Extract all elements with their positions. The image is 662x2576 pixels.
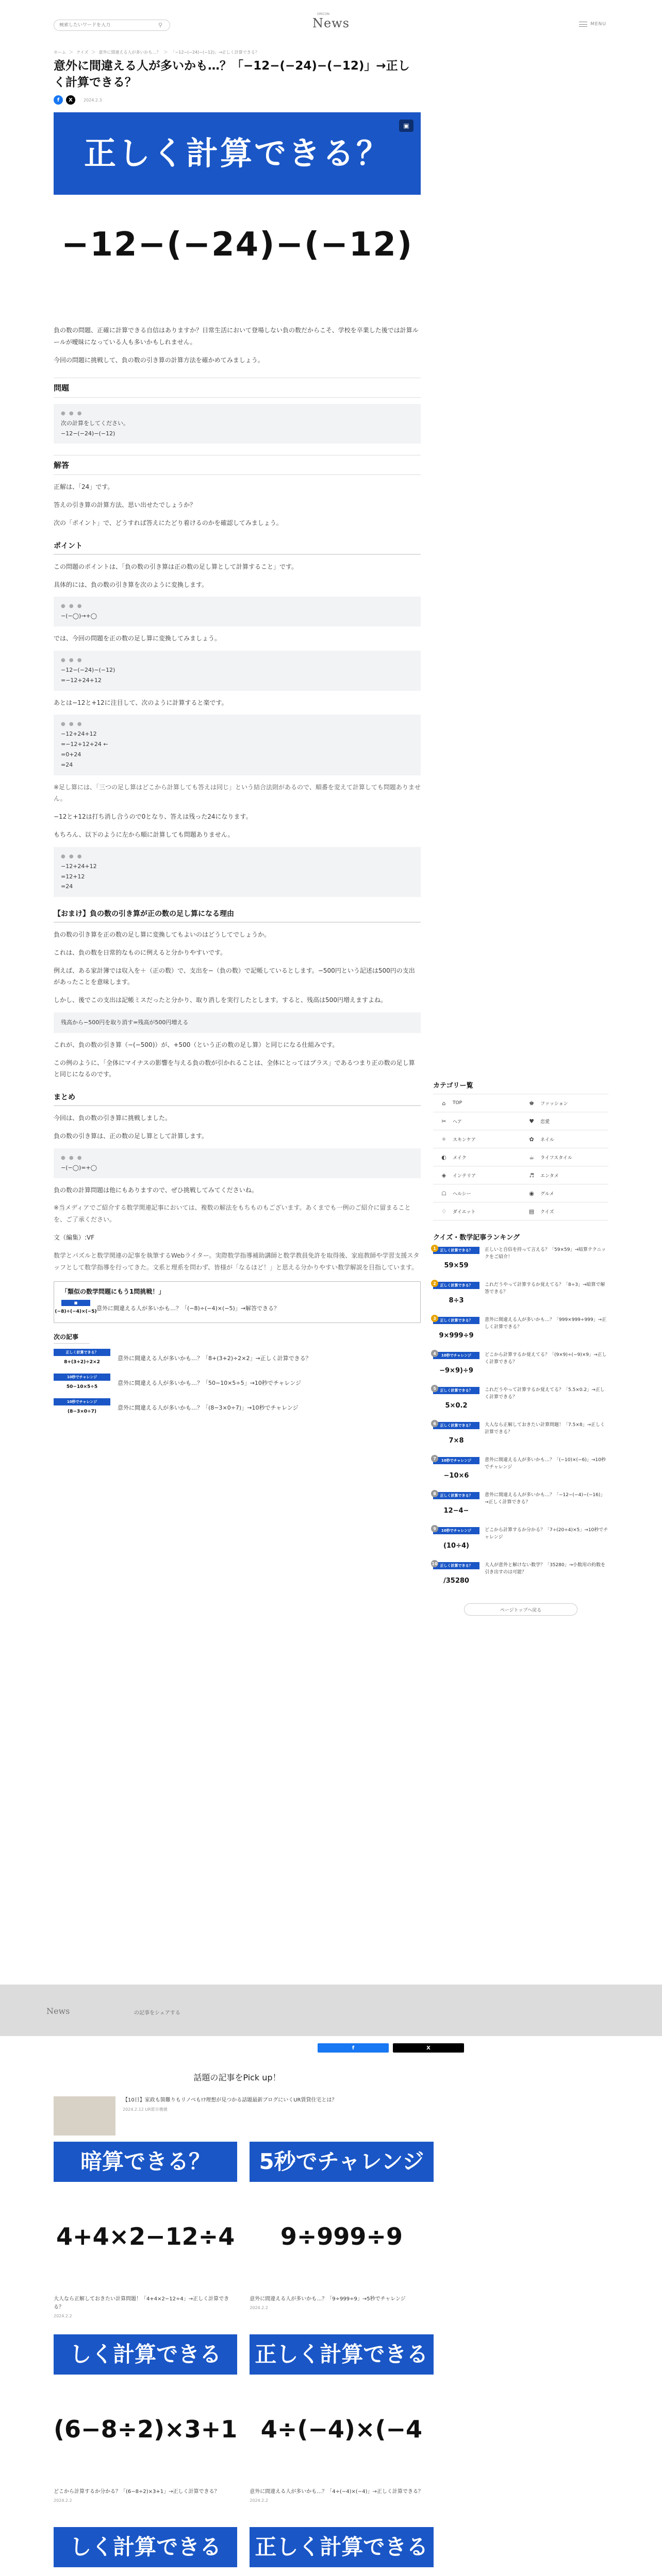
entertainment-icon: ♬: [529, 1172, 534, 1179]
hero-expression: −12−(−24)−(−12): [61, 226, 413, 264]
pickup-card-title[interactable]: どこから計算するか分かる？「(6−8÷2)×3+1」→正しく計算できる？: [54, 2489, 220, 2495]
category-label: グルメ: [540, 1191, 554, 1197]
next-article-thumbnail[interactable]: [54, 1374, 110, 1393]
category-item-11[interactable]: [521, 1184, 608, 1202]
next-article-thumbnail[interactable]: [54, 1398, 110, 1418]
category-label: ファッション: [540, 1101, 568, 1107]
pickup-card-image[interactable]: [54, 2334, 237, 2484]
category-item-2[interactable]: [433, 1112, 521, 1130]
pickup-card[interactable]: [54, 2142, 237, 2334]
category-label: スキンケア: [453, 1137, 476, 1143]
thumb-expression: 5×0.2: [433, 1394, 479, 1417]
pickup-grid: [54, 2142, 428, 2576]
thumb-band: 正しく計算できる？: [433, 1387, 479, 1394]
answer-paragraph: 答えの引き算の計算方法、思い出せたでしょうか？: [54, 501, 196, 509]
thumb-band: 正しく計算できる？: [433, 1282, 479, 1289]
ranking-thumbnail[interactable]: [433, 1492, 479, 1522]
reason-paragraph: これが、負の数の引き算（−(−500)）が、+500（という正の数の足し算）と同じになる仕組みです。: [54, 1041, 339, 1048]
hero-banner: [54, 112, 421, 195]
ranking-item[interactable]: [433, 1527, 608, 1559]
breadcrumb-current: 「−12−(−24)−(−12)」→正しく計算できる？: [171, 50, 259, 55]
pickup-card-band: 正しく計算できる: [250, 2334, 433, 2375]
pickup-card-band: 正しく計算できる: [250, 2527, 433, 2567]
pickup-card[interactable]: [250, 2527, 433, 2576]
share-logo: News: [46, 2006, 70, 2016]
reason-paragraph: 例えば、ある家計簿では収入を＋（正の数）で、支出を−（負の数）で記帳しているとします。−500円という記述は500円の支出があったことを意味します。: [54, 967, 415, 986]
thumb-band: 正しく計算できる？: [54, 1349, 110, 1356]
ranking-thumbnail[interactable]: [433, 1282, 479, 1312]
thumb-band: 正しく計算できる？: [433, 1492, 479, 1499]
makeup-icon: ◐: [441, 1154, 446, 1161]
thumb-band: 10秒でチャレンジ: [433, 1457, 479, 1464]
ranking-thumbnail[interactable]: [433, 1317, 479, 1347]
article-meta: [54, 95, 421, 105]
summary-paragraph: 負の数の計算問題は他にもありますので、ぜひ挑戦してみてくださいね。: [54, 1186, 258, 1194]
category-label: クイズ: [540, 1209, 554, 1215]
category-label: 恋愛: [540, 1119, 550, 1125]
pickup-card-band: 5秒でチャレンジ: [250, 2142, 433, 2182]
thumb-band: 10秒でチャレンジ: [433, 1527, 479, 1534]
author-name: 文（編集）:VF: [54, 1234, 95, 1242]
pickup-card-image[interactable]: [250, 2142, 433, 2291]
summary-note: ※当メディアでご紹介する数学関連記事においては、複数の解法をもちものもございます。あくまでも一例のご紹介に留まることを、ご了承ください。: [54, 1204, 411, 1224]
ranking-link[interactable]: どこから計算するか覚えてる？「(9×9)÷(−9)×9」→正しく計算できる？: [485, 1352, 607, 1365]
category-item-8[interactable]: [433, 1166, 521, 1184]
ranking-link[interactable]: 意外に間違える人が多いかも…？「999×999÷999」→正しく計算できる？: [485, 1317, 607, 1330]
pickup-card-image[interactable]: [250, 2527, 433, 2576]
intro-paragraph: 今回の問題に挑戦して、負の数の引き算の計算方法を確かめてみましょう。: [54, 356, 264, 364]
point-paragraph: もちろん、以下のように左から順に計算しても問題ありません。: [54, 831, 234, 838]
love-icon: ♥: [529, 1117, 534, 1125]
ranking-item[interactable]: [433, 1247, 608, 1279]
pickup-card-image[interactable]: [250, 2334, 433, 2484]
breadcrumb-separator: ＞: [163, 50, 168, 55]
code-line: −12−(−24)−(−12): [61, 430, 115, 437]
category-item-6[interactable]: [433, 1148, 521, 1166]
search-input[interactable]: [59, 23, 158, 28]
ranking-item[interactable]: [433, 1422, 608, 1454]
site-header: [0, 0, 662, 47]
rank-number-badge: 7: [431, 1455, 438, 1462]
thumb-band: 10秒でチャレンジ: [54, 1374, 110, 1381]
category-item-13[interactable]: [521, 1202, 608, 1221]
code-dots: ● ● ●: [61, 721, 83, 727]
next-articles-label: 次の記事: [54, 1332, 90, 1344]
related-quiz-row[interactable]: [55, 1300, 413, 1317]
skincare-icon: ✧: [441, 1136, 446, 1143]
ranking-item[interactable]: [433, 1387, 608, 1419]
hair-icon: ✂: [441, 1117, 446, 1125]
thumb-band: 正しく計算できる？: [433, 1562, 479, 1569]
diet-icon: ♢: [441, 1208, 446, 1215]
category-item-12[interactable]: [433, 1202, 521, 1221]
thumb-expression: 8+(3+2)÷2×2: [54, 1356, 110, 1368]
breadcrumb-separator: ＞: [69, 50, 73, 55]
reason-heading: 【おまけ】負の数の引き算が正の数の足し算になる理由: [54, 908, 421, 923]
thumb-expression: −10×6: [433, 1464, 479, 1487]
thumb-expression: 59×59: [433, 1254, 479, 1277]
thumb-band: 10秒でチャレンジ: [54, 1398, 110, 1405]
rank-number-badge: 10: [431, 1560, 438, 1567]
ranking-item[interactable]: [433, 1317, 608, 1349]
code-dots: ● ● ●: [61, 1155, 83, 1161]
category-label: ライフスタイル: [540, 1155, 572, 1161]
code-box: [54, 1012, 421, 1033]
next-article-item[interactable]: [54, 1398, 421, 1418]
code-box: [54, 651, 421, 691]
related-quiz-thumbnail[interactable]: [55, 1300, 97, 1317]
point-paragraph: では、今回の問題を正の数の足し算に変換してみましょう。: [54, 635, 221, 642]
hero-banner-text: 正しく計算できる？: [84, 134, 390, 173]
related-quiz-title: 「類似の数学問題にもう1問挑戦！」: [61, 1288, 165, 1296]
pickup-card-expression: [54, 2567, 237, 2576]
category-label: TOP: [453, 1100, 462, 1106]
pickup-card-title[interactable]: 意外に間違える人が多いかも…？「9÷999÷9」→5秒でチャレンジ: [250, 2296, 406, 2302]
category-label: ネイル: [540, 1137, 554, 1143]
code-line: =24: [61, 761, 73, 768]
ranking-thumbnail[interactable]: [433, 1387, 479, 1417]
fashion-icon: ♚: [529, 1099, 534, 1107]
category-label: インテリア: [453, 1173, 476, 1179]
thumb-expression: −9×9)÷9: [433, 1359, 479, 1382]
pickup-card-date: 2024.2.2: [54, 2314, 72, 2318]
code-line: −12+24+12: [61, 862, 97, 870]
point-paragraph: あとは−12と+12に注目して、次のように計算すると楽です。: [54, 699, 228, 706]
pickup-card-band: しく計算できる: [54, 2527, 237, 2567]
x-share-icon[interactable]: X: [66, 95, 75, 105]
ranking-item[interactable]: [433, 1352, 608, 1384]
rank-number-badge: 8: [431, 1490, 438, 1497]
code-box: [54, 597, 421, 626]
gourmet-icon: ◉: [529, 1190, 534, 1197]
category-item-7[interactable]: [521, 1148, 608, 1166]
answer-paragraph: 正解は、「24」です。: [54, 483, 114, 491]
ranking-link[interactable]: これだうやって計算するか覚えてる？「5.5×0.2」→正しく計算できる？: [485, 1387, 605, 1400]
thumb-expression: (8−3×0÷7): [54, 1405, 110, 1418]
category-item-0[interactable]: [433, 1094, 521, 1112]
pickup-card-title[interactable]: 意外に間違える人が多いかも…？「4÷(−4)×(−4)」→正しく計算できる？: [250, 2489, 423, 2495]
menu-button[interactable]: [579, 22, 606, 27]
code-line: −(−◯)→+◯: [61, 613, 97, 620]
answer-paragraph: 次の「ポイント」で、どうすれば答えにたどり着けるのかを確認してみましょう。: [54, 519, 283, 527]
article-title: 意外に間違える人が多いかも…？「−12−(−24)−(−12)」→正しく計算できる？: [54, 59, 410, 90]
thumb-band: 正しく計算できる？: [433, 1317, 479, 1324]
thumb-band: 正しく計算できる？: [433, 1247, 479, 1254]
answer-heading: 解答: [54, 455, 421, 475]
facebook-share-icon[interactable]: f: [54, 95, 63, 105]
code-line: =12+12: [61, 873, 85, 880]
summary-paragraph: 負の数の引き算は、正の数の足し算として計算します。: [54, 1132, 208, 1140]
ranking-item[interactable]: [433, 1457, 608, 1489]
top-icon: ⌂: [442, 1099, 446, 1107]
pickup-card-date: 2024.2.2: [250, 2498, 268, 2503]
related-quiz-card[interactable]: [54, 1281, 421, 1323]
breadcrumb-home[interactable]: ホーム: [54, 50, 66, 55]
category-label: ヘルシー: [453, 1191, 471, 1197]
search-box[interactable]: [54, 20, 170, 31]
pickup-lead-date: 2024.2.12 UR都市機構: [123, 2107, 168, 2112]
problem-heading: 問題: [54, 378, 421, 398]
quiz-icon: ▤: [528, 1208, 535, 1215]
ranking-link[interactable]: 意外に間違える人が多いかも…？「−12−(−4)−(−16)」→正しく計算できる？: [485, 1493, 605, 1505]
point-paragraph: この問題のポイントは、「負の数の引き算は正の数の足し算として計算すること」です。: [54, 563, 298, 570]
problem-box: [54, 404, 421, 444]
ranking-list: [433, 1247, 608, 1594]
category-item-3[interactable]: [521, 1112, 608, 1130]
hero-image: [54, 112, 421, 318]
thumb-expression: 12−4−: [433, 1499, 479, 1522]
thumb-expression: 8÷3: [433, 1289, 479, 1312]
health-icon: ☖: [441, 1190, 446, 1197]
summary-paragraph: 今回は、負の数の引き算に挑戦しました。: [54, 1114, 172, 1122]
search-icon[interactable]: ⚲: [158, 22, 163, 28]
pickup-card-expression: 4÷(−4)×(−4: [250, 2375, 433, 2484]
rank-number-badge: 6: [431, 1420, 438, 1427]
point-heading: ポイント: [54, 540, 421, 555]
code-line: −12+24+12: [61, 731, 97, 738]
category-item-1[interactable]: [521, 1094, 608, 1112]
code-line: =0+24: [61, 751, 81, 758]
ranking-link[interactable]: これだうやって計算するか覚えてる？「8÷3」→暗算で解答できる？: [485, 1282, 605, 1295]
ranking-link[interactable]: 意外に間違える人が多いかも…？「(−10)×(−6)」→10秒でチャレンジ: [485, 1458, 606, 1470]
code-line: 残高から−500円を取り消す=残高が500円増える: [61, 1019, 189, 1026]
ranking-thumbnail[interactable]: [433, 1352, 479, 1382]
code-line: 次の計算をしてください。: [61, 419, 129, 427]
x-share-button[interactable]: X: [393, 2043, 464, 2053]
ranking-item[interactable]: [433, 1492, 608, 1524]
page-top-button[interactable]: ページトップへ戻る: [464, 1603, 577, 1616]
thumb-expression: 7×8: [433, 1429, 479, 1452]
ranking-thumbnail[interactable]: [433, 1422, 479, 1452]
pickup-lead-image[interactable]: [54, 2096, 115, 2136]
rank-number-badge: 5: [431, 1385, 438, 1392]
rank-number-badge: 3: [431, 1315, 438, 1322]
point-paragraph: −12と+12は打ち消し合うので0となり、答えは残った24になります。: [54, 813, 252, 821]
category-item-4[interactable]: [433, 1130, 521, 1148]
gallery-icon[interactable]: ▣: [399, 120, 413, 132]
category-item-9[interactable]: [521, 1166, 608, 1184]
thumb-expression: (−8)÷(−4)×(−5): [61, 1306, 90, 1317]
code-line: =−12+12+24 ←: [61, 741, 108, 748]
pickup-card-expression: [250, 2567, 433, 2576]
reason-paragraph: この例のように、「全体にマイナスの影響を与える負の数が引かれることは、全体にとってはプラス」であるつまり正の数の足し算と同じになるのです。: [54, 1059, 415, 1078]
ranking-item[interactable]: [433, 1562, 608, 1594]
summary-heading: まとめ: [54, 1092, 421, 1106]
thumb-expression: 9×999÷9: [433, 1324, 479, 1347]
pickup-card-expression: 9÷999÷9: [250, 2182, 433, 2291]
ranking-link[interactable]: 大人が意外と解けない数学？「35280」→小数用の約数を引き出すのは可能？: [485, 1563, 606, 1575]
pickup-card[interactable]: [54, 2527, 237, 2576]
hamburger-icon: [579, 22, 587, 27]
next-article-thumbnail[interactable]: [54, 1349, 110, 1368]
thumb-band: 10秒でチャレンジ: [433, 1352, 479, 1359]
code-line: =24: [61, 883, 73, 890]
thumb-band: 正しく計算できる？: [433, 1422, 479, 1429]
code-dots: ● ● ●: [61, 603, 83, 609]
pickup-lead-item[interactable]: [54, 2096, 421, 2136]
thumb-expression: /35280: [433, 1569, 479, 1592]
pickup-card-band: 暗算できる？: [54, 2142, 237, 2182]
ranking-item[interactable]: [433, 1282, 608, 1314]
thumb-expression: 50−10×5÷5: [54, 1381, 110, 1393]
menu-label: MENU: [590, 22, 606, 27]
article-date: 2024.2.3: [84, 97, 102, 103]
rank-number-badge: 2: [431, 1280, 438, 1287]
breadcrumb: [54, 49, 259, 55]
ranking-thumbnail[interactable]: [433, 1247, 479, 1277]
related-quiz-link[interactable]: 意外に間違える人が多いかも…？「(−8)÷(−4)×(−5)」→解答できる？: [96, 1305, 280, 1312]
intro-paragraph: 負の数の問題、正確に計算できる自信はありますか？日常生活において登場しない負の数だからこそ、学校を卒業した後では計算ルールが曖昧になっている人も多いかもしれません。: [54, 327, 419, 346]
code-dots: ● ● ●: [61, 410, 83, 416]
breadcrumb-quiz[interactable]: クイズ: [76, 50, 89, 55]
ranking-thumbnail[interactable]: [433, 1457, 479, 1487]
category-label: メイク: [453, 1155, 467, 1161]
interior-icon: ◈: [441, 1172, 446, 1179]
code-box: [54, 715, 421, 775]
reason-paragraph: これは、負の数を日常的なものに例えると分かりやすいです。: [54, 948, 227, 956]
breadcrumb-separator: ＞: [91, 50, 96, 55]
lifestyle-icon: ☕: [529, 1154, 534, 1161]
code-line: −12−(−24)−(−12): [61, 666, 115, 673]
logo-sub: ORICON: [317, 12, 330, 16]
code-box: [54, 1148, 421, 1178]
pickup-card[interactable]: [54, 2334, 237, 2527]
ranking-thumbnail[interactable]: [433, 1562, 479, 1592]
pickup-card[interactable]: [250, 2334, 433, 2527]
nail-icon: ✿: [529, 1136, 534, 1143]
share-buttons: [0, 2036, 662, 2059]
rank-number-badge: 4: [431, 1350, 438, 1357]
category-item-5[interactable]: [521, 1130, 608, 1148]
next-article-link[interactable]: 意外に間違える人が多いかも…？「8+(3+2)÷2×2」→正しく計算できる？: [118, 1355, 311, 1362]
pickup-card-expression: (6−8÷2)×3+1: [54, 2375, 237, 2484]
category-item-10[interactable]: [433, 1184, 521, 1202]
ranking-thumbnail[interactable]: [433, 1527, 479, 1557]
pickup-card-date: 2024.2.2: [250, 2306, 268, 2310]
next-article-item[interactable]: [54, 1374, 421, 1393]
logo-text: News: [312, 16, 350, 30]
pickup-card-title[interactable]: 大人なら正解しておきたい計算問題！「4+4×2−12÷4」→正しく計算できる？: [54, 2296, 229, 2310]
sidebar: [433, 1080, 608, 1616]
breadcrumb-series[interactable]: 意外に間違える人が多いかも…？: [98, 50, 161, 55]
pickup-card-date: 2024.2.2: [54, 2498, 72, 2503]
code-line: =−12+24+12: [61, 676, 102, 684]
article: [54, 58, 421, 1418]
site-logo[interactable]: [306, 12, 356, 31]
point-paragraph: 具体的には、負の数の引き算を次のように変換します。: [54, 581, 208, 588]
ranking-link[interactable]: どこから計算するか分かる？「7÷(20÷4)×5」→10秒でチャレンジ: [485, 1528, 608, 1540]
reason-paragraph: しかし、後でこの支出は記帳ミスだったと分かり、取り消しを実行したとします。すると、残高は500円増えますよね。: [54, 996, 387, 1004]
next-article-link[interactable]: 意外に間違える人が多いかも…？「(8−3×0÷7)」→10秒でチャレンジ: [118, 1404, 299, 1412]
pickup-card-image[interactable]: [54, 2527, 237, 2576]
category-grid: [433, 1094, 608, 1221]
category-label: エンタメ: [540, 1173, 559, 1179]
author-bio: 数学とパズルと数学関連の記事を執筆するWebライター。実際数学指導補助講師と数学教員免許を取得後、家庭教師や学習支援スタッフとして数学指導を行ってきた。文系と理系を問わず、皆様が「なるほど！」と思える分かりやすい数学解説を目指しています。: [54, 1251, 420, 1271]
category-title: カテゴリー覧: [433, 1082, 473, 1090]
thumb-expression: (10÷4): [433, 1534, 479, 1557]
code-box: [54, 847, 421, 897]
share-text: の記事をシェアする: [134, 2010, 180, 2016]
pickup-card-image[interactable]: [54, 2142, 237, 2291]
facebook-share-button[interactable]: f: [318, 2043, 389, 2053]
pickup-card-band: しく計算できる: [54, 2334, 237, 2375]
code-dots: ● ● ●: [61, 657, 83, 663]
pickup-lead-text[interactable]: 【10日】家政も箇難りもリノベも!?理想が見つかる話題最新ブログにいくUR賃貸住宅とは？: [123, 2097, 337, 2103]
pickup-section: [54, 2061, 428, 2576]
ranking-link[interactable]: 大人なら正解しておきたい計算問題！「7.5×8」→正しく計算できる？: [485, 1422, 605, 1435]
next-article-item[interactable]: [54, 1349, 421, 1368]
point-note: ※足し算には、「三つの足し算はどこから計算しても答えは同じ」という結合法則があるので、順番を変えて計算しても問題ありません。: [54, 783, 421, 803]
next-article-link[interactable]: 意外に間違える人が多いかも…？「50−10×5÷5」→10秒でチャレンジ: [118, 1380, 301, 1387]
share-banner: [0, 1985, 662, 2036]
rank-number-badge: 9: [431, 1525, 438, 1532]
reason-paragraph: 負の数の引き算を正の数の足し算に変換してもよいのはどうしてでしょうか。: [54, 931, 271, 939]
code-line: −(−◯)=+◯: [61, 1164, 97, 1171]
pickup-card[interactable]: [250, 2142, 433, 2334]
ranking-title: クイズ・数学記事ランキング: [433, 1234, 520, 1242]
category-label: ヘア: [453, 1119, 462, 1125]
pickup-title: 話題の記事をPick up！: [193, 2073, 281, 2082]
ranking-link[interactable]: 正しいと自信を持って言える？「59×59」→暗算テクニックをご紹介！: [485, 1247, 606, 1260]
pickup-card-expression: 4+4×2−12÷4: [54, 2182, 237, 2291]
category-label: ダイエット: [453, 1209, 476, 1215]
code-dots: ● ● ●: [61, 853, 83, 859]
thumb-band: ■: [61, 1300, 90, 1306]
rank-number-badge: 1: [431, 1245, 438, 1252]
